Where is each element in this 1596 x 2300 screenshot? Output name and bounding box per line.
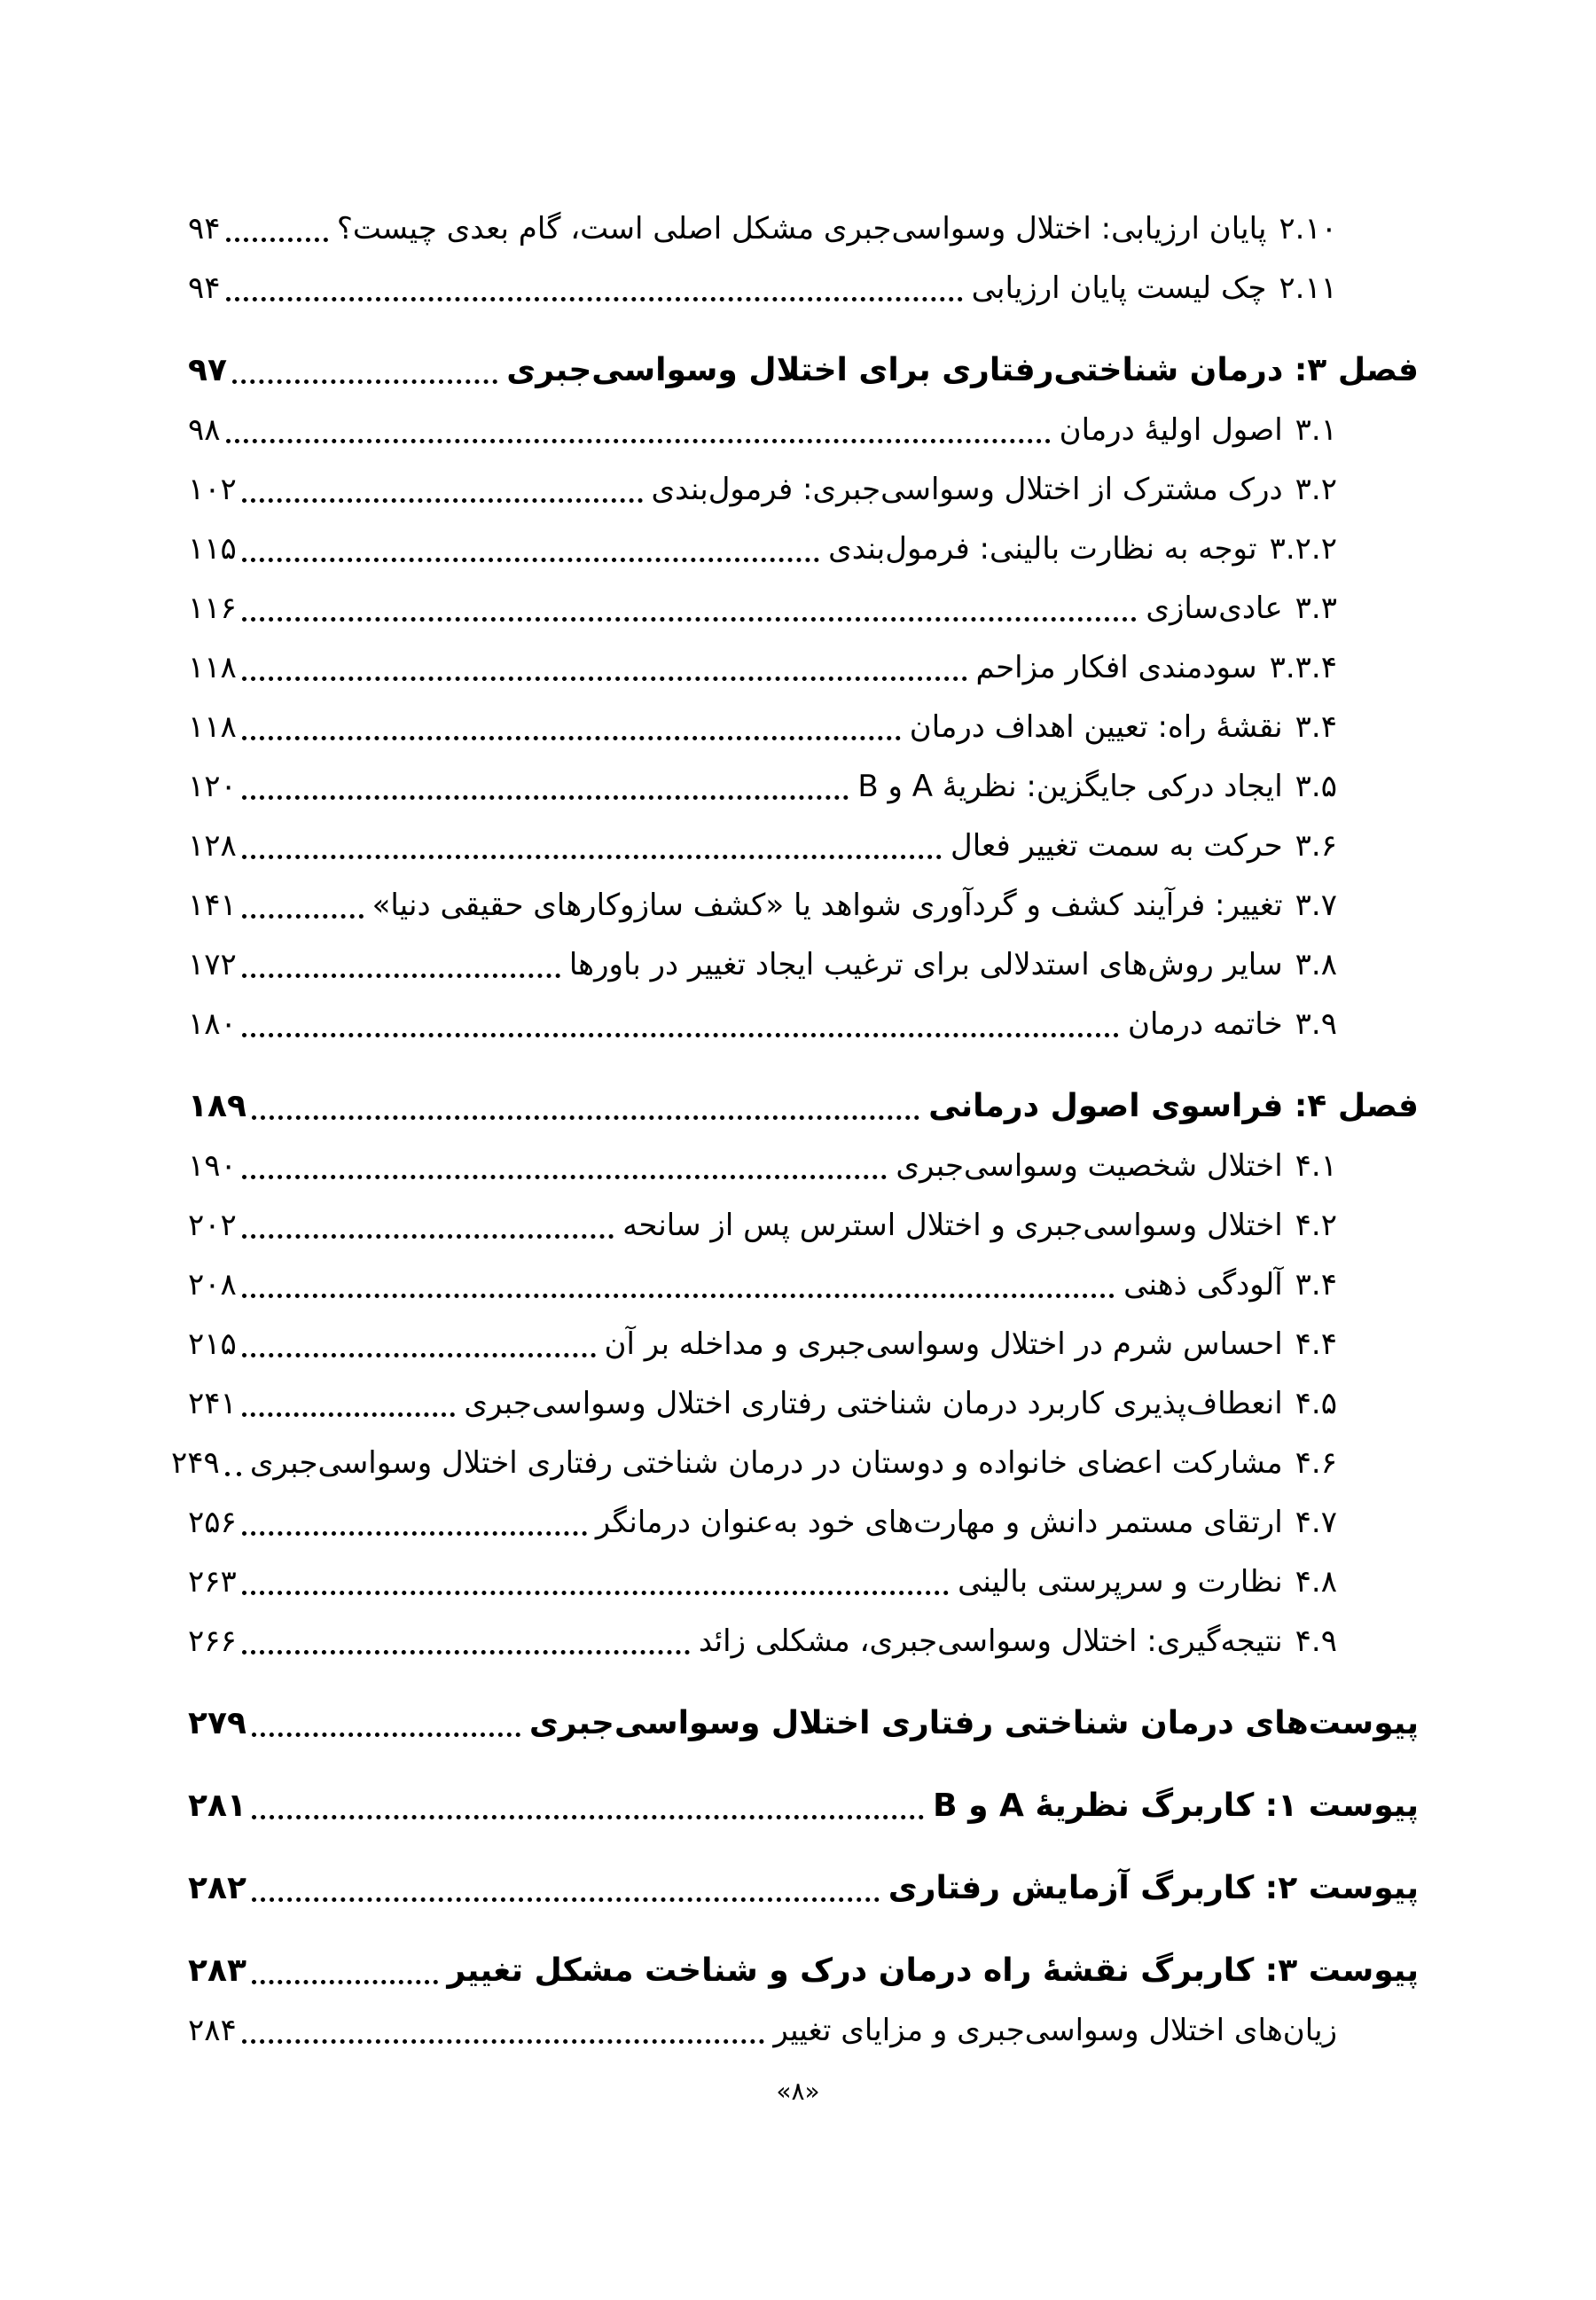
toc-entry bbox=[188, 756, 1419, 816]
dot-leader bbox=[226, 297, 963, 301]
toc-entry-title: نقشهٔ راه: تعیین اهداف درمان bbox=[909, 708, 1283, 745]
toc-entry bbox=[188, 697, 1419, 756]
toc-entry-title: فصل ۴: فراسوی اصول درمانی bbox=[928, 1087, 1419, 1124]
toc-entry-number: ۳.۶ bbox=[1295, 827, 1337, 864]
toc-page-number: ۲۸۱ bbox=[188, 1787, 246, 1824]
toc-entry-chapter bbox=[188, 340, 1419, 400]
toc-page-number: ۱۸۰ bbox=[188, 1005, 237, 1042]
footer-page-number: «۸» bbox=[776, 2077, 820, 2106]
toc-page-number: ۲۱۵ bbox=[188, 1326, 237, 1362]
toc-page-number: ۱۲۸ bbox=[188, 827, 237, 864]
toc-entry-number: ۴.۱ bbox=[1295, 1147, 1337, 1184]
toc-entry bbox=[188, 258, 1419, 317]
toc-entry-title: خاتمه درمان bbox=[1128, 1005, 1283, 1042]
toc-entry bbox=[188, 1195, 1419, 1255]
toc-entry bbox=[188, 199, 1419, 258]
toc-entry-title: نظارت و سرپرستی بالینی bbox=[958, 1563, 1283, 1600]
toc-entry-title: فصل ۳: درمان شناختی‌رفتاری برای اختلال وسواسی‌جبری bbox=[506, 351, 1419, 388]
toc-page-number: ۱۹۰ bbox=[188, 1147, 237, 1184]
toc-page-number: ۲۰۲ bbox=[188, 1207, 237, 1243]
dot-leader bbox=[252, 1980, 438, 1984]
toc-page-number: ۲۸۴ bbox=[188, 2012, 237, 2048]
toc-entry bbox=[188, 816, 1419, 875]
dot-leader bbox=[242, 914, 364, 919]
toc-entry-title: اختلال وسواسی‌جبری و اختلال استرس پس از سانحه bbox=[622, 1207, 1283, 1243]
dot-leader bbox=[242, 617, 1138, 622]
toc-entry-title: مشارکت اعضای خانواده و دوستان در درمان شناختی رفتاری اختلال وسواسی‌جبری bbox=[249, 1444, 1283, 1481]
toc-page-number: ۱۱۸ bbox=[188, 649, 237, 685]
toc-page-number: ۹۴ bbox=[188, 210, 221, 246]
toc-entry-number: ۳.۸ bbox=[1295, 946, 1337, 982]
dot-leader bbox=[242, 1650, 690, 1655]
toc-entry-title: پایان ارزیابی: اختلال وسواسی‌جبری مشکل اصلی است، گام بعدی چیست؟ bbox=[336, 210, 1267, 246]
dot-leader bbox=[225, 1472, 241, 1476]
toc-page-number: ۹۷ bbox=[188, 351, 227, 388]
toc-entry-chapter bbox=[188, 1694, 1419, 1753]
toc-entry-number: ۳.۱ bbox=[1295, 411, 1337, 448]
toc-entry bbox=[188, 578, 1419, 638]
toc-entry bbox=[171, 1433, 1419, 1492]
dot-leader bbox=[226, 439, 1051, 443]
dot-leader bbox=[242, 795, 849, 800]
toc-page-number: ۱۱۶ bbox=[188, 590, 237, 626]
toc-entry bbox=[188, 935, 1419, 994]
toc-page-number: ۱۴۱ bbox=[188, 887, 237, 923]
toc-entry-title: نتیجه‌گیری: اختلال وسواسی‌جبری، مشکلی زائد bbox=[698, 1623, 1283, 1659]
dot-leader bbox=[242, 1294, 1115, 1298]
dot-leader bbox=[242, 1175, 888, 1179]
toc-entry bbox=[188, 400, 1419, 459]
toc-page-number: ۲۴۱ bbox=[188, 1385, 237, 1421]
dot-leader bbox=[242, 1591, 949, 1595]
toc-entry-title: پیوست ۳: کاربرگ نقشهٔ راه درمان درک و شناخت مشکل تغییر bbox=[447, 1952, 1419, 1989]
toc-entry bbox=[188, 1136, 1419, 1195]
toc-page-number: ۲۵۶ bbox=[188, 1504, 237, 1540]
toc-entry-number: ۴.۷ bbox=[1295, 1504, 1337, 1540]
toc-entry-number: ۳.۳.۴ bbox=[1269, 649, 1337, 685]
dot-leader bbox=[242, 974, 560, 978]
toc-entry bbox=[188, 638, 1419, 697]
toc-entry-chapter bbox=[188, 1776, 1419, 1835]
toc-page-number: ۲۸۳ bbox=[188, 1952, 246, 1989]
toc-entry bbox=[188, 1373, 1419, 1433]
toc-entry-title: تغییر: فرآیند کشف و گردآوری شواهد یا «کشف سازوکارهای حقیقی دنیا» bbox=[372, 887, 1283, 923]
toc-entry bbox=[188, 1552, 1419, 1611]
dot-leader bbox=[252, 1815, 924, 1819]
toc-entry-title: توجه به نظارت بالینی: فرمول‌بندی bbox=[828, 530, 1257, 567]
dot-leader bbox=[242, 1033, 1119, 1037]
toc-entry-chapter bbox=[188, 1076, 1419, 1136]
toc-entry-title: انعطاف‌پذیری کاربرد درمان شناختی رفتاری اختلال وسواسی‌جبری bbox=[464, 1385, 1283, 1421]
toc-entry-number: ۳.۲ bbox=[1295, 471, 1337, 507]
toc-entry-title: اصول اولیهٔ درمان bbox=[1059, 411, 1283, 448]
toc-entry-title: پیوست ۲: کاربرگ آزمایش رفتاری bbox=[888, 1869, 1419, 1906]
toc-page-number: ۲۶۶ bbox=[188, 1623, 237, 1659]
toc-entry-title: اختلال شخصیت وسواسی‌جبری bbox=[896, 1147, 1283, 1184]
dot-leader bbox=[242, 558, 819, 562]
toc-entry-number: ۳.۲.۲ bbox=[1269, 530, 1337, 567]
toc-entry bbox=[188, 994, 1419, 1053]
dot-leader bbox=[242, 1234, 614, 1239]
dot-leader bbox=[226, 238, 328, 242]
toc-entry bbox=[188, 459, 1419, 519]
dot-leader bbox=[242, 855, 942, 859]
toc-entry bbox=[188, 519, 1419, 578]
dot-leader bbox=[242, 1412, 455, 1417]
toc-entry-title: عادی‌سازی bbox=[1146, 590, 1283, 626]
toc-entry-number: ۴.۹ bbox=[1295, 1623, 1337, 1659]
dot-leader bbox=[242, 677, 967, 681]
toc-entry-number: ۴.۴ bbox=[1295, 1326, 1337, 1362]
toc-entry-chapter bbox=[188, 1941, 1419, 2000]
toc-entry-title: پیوست ۱: کاربرگ نظریهٔ A و B bbox=[933, 1787, 1419, 1824]
toc-entry-title: سایر روش‌های استدلالی برای ترغیب ایجاد تغییر در باورها bbox=[568, 946, 1283, 982]
toc-entry-title: احساس شرم در اختلال وسواسی‌جبری و مداخله بر آن bbox=[604, 1326, 1283, 1362]
toc-entry-title: درک مشترک از اختلال وسواسی‌جبری: فرمول‌بندی bbox=[651, 471, 1283, 507]
toc-entry-title: سودمندی افکار مزاحم bbox=[975, 649, 1257, 685]
dot-leader bbox=[242, 2039, 765, 2044]
toc-entry-title: زیان‌های اختلال وسواسی‌جبری و مزایای تغییر bbox=[773, 2012, 1337, 2048]
toc-page-number: ۲۷۹ bbox=[188, 1704, 246, 1741]
toc-entry-number: ۳.۷ bbox=[1295, 887, 1337, 923]
dot-leader bbox=[252, 1115, 919, 1120]
dot-leader bbox=[252, 1733, 520, 1737]
toc-page-number: ۱۱۵ bbox=[188, 530, 237, 567]
toc-page-number: ۲۰۸ bbox=[188, 1266, 237, 1303]
toc-entry-number: ۲.۱۰ bbox=[1279, 210, 1337, 246]
toc-page-number: ۲۴۹ bbox=[171, 1444, 220, 1481]
toc-entry-number: ۳.۳ bbox=[1295, 590, 1337, 626]
toc-entry-number: ۳.۴ bbox=[1295, 1266, 1337, 1303]
toc-entry bbox=[188, 1255, 1419, 1314]
toc-page-number: ۹۴ bbox=[188, 270, 221, 306]
toc-entry bbox=[188, 1314, 1419, 1373]
toc-entry-number: ۴.۸ bbox=[1295, 1563, 1337, 1600]
toc-entry bbox=[188, 875, 1419, 935]
toc-entry-number: ۴.۶ bbox=[1295, 1444, 1337, 1481]
toc-entry-title: ایجاد درکی جایگزین: نظریهٔ A و B bbox=[857, 768, 1283, 804]
toc-entry-title: چک لیست پایان ارزیابی bbox=[971, 270, 1267, 306]
toc-entry-number: ۳.۵ bbox=[1295, 768, 1337, 804]
toc-entry-title: پیوست‌های درمان شناختی رفتاری اختلال وسواسی‌جبری bbox=[528, 1704, 1419, 1741]
dot-leader bbox=[242, 498, 643, 503]
toc-entry-title: ارتقای مستمر دانش و مهارت‌های خود به‌عنوان درمانگر bbox=[595, 1504, 1283, 1540]
toc-page-number: ۱۲۰ bbox=[188, 768, 237, 804]
toc-entry-number: ۲.۱۱ bbox=[1279, 270, 1337, 306]
toc-page-number: ۱۰۲ bbox=[188, 471, 237, 507]
toc-entry bbox=[188, 1611, 1419, 1670]
dot-leader bbox=[252, 1897, 880, 1902]
toc-entry-title: آلودگی ذهنی bbox=[1123, 1266, 1283, 1303]
toc-page-number: ۲۶۳ bbox=[188, 1563, 237, 1600]
toc-entry-number: ۳.۹ bbox=[1295, 1005, 1337, 1042]
toc-entry bbox=[188, 2000, 1419, 2060]
toc-page-number: ۱۱۸ bbox=[188, 708, 237, 745]
toc-page-number: ۹۸ bbox=[188, 411, 221, 448]
toc-page-number: ۲۸۲ bbox=[188, 1869, 246, 1906]
dot-leader bbox=[232, 379, 497, 384]
toc-entry-title: حرکت به سمت تغییر فعال bbox=[950, 827, 1283, 864]
toc-page-number: ۱۸۹ bbox=[188, 1087, 246, 1124]
toc-entry-number: ۳.۴ bbox=[1295, 708, 1337, 745]
toc-entry-chapter bbox=[188, 1858, 1419, 1918]
toc-entry-number: ۴.۵ bbox=[1295, 1385, 1337, 1421]
dot-leader bbox=[242, 736, 901, 740]
dot-leader bbox=[242, 1353, 596, 1357]
toc-entry bbox=[188, 1492, 1419, 1552]
dot-leader bbox=[242, 1531, 587, 1536]
toc-entry-number: ۴.۲ bbox=[1295, 1207, 1337, 1243]
toc-page-number: ۱۷۲ bbox=[188, 946, 237, 982]
